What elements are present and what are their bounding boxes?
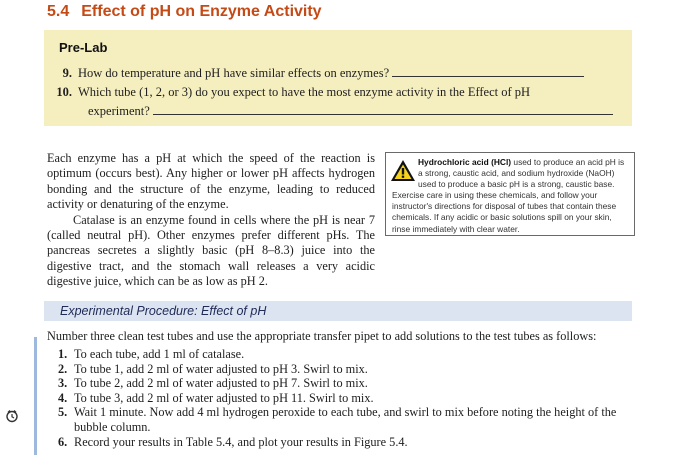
step-number: 2. xyxy=(58,361,68,376)
procedure-step xyxy=(48,435,638,450)
body-paragraph-1: Each enzyme has a pH at which the speed of the reaction is optimum (occurs best). Any higher or lower pH affects hydrogen bonding and the structure of the enzyme, leading to reduced activity or denaturing of the enzyme. xyxy=(47,151,375,212)
warning-triangle-icon xyxy=(390,159,416,182)
prelab-box xyxy=(44,30,632,126)
step-text: To tube 1, add 2 ml of water adjusted to pH 3. Swirl to mix. xyxy=(74,361,368,376)
safety-warning-text xyxy=(392,157,630,235)
question-number: 10. xyxy=(56,85,72,99)
question-number: 9. xyxy=(62,66,72,80)
procedure-intro: Number three clean test tubes and use the appropriate transfer pipet to add solutions to the test tubes as follows: xyxy=(47,329,597,343)
body-paragraph-2: Catalase is an enzyme found in cells where the pH is near 7 (called neutral pH). Other enzymes prefer different pHs. The pancreas secretes a slightly basic (pH 8–8.3) juice into the digestive tract, and the stomach wall releases a very acidic digestive juice, which can be as low as pH 2. xyxy=(47,212,375,289)
safety-warning-box xyxy=(385,152,635,236)
step-text: To tube 3, add 2 ml of water adjusted to pH 11. Swirl to mix. xyxy=(74,390,374,405)
question-text: How do temperature and pH have similar effects on enzymes? xyxy=(78,66,390,80)
step-number: 6. xyxy=(58,434,68,449)
prelab-question-10-continuation xyxy=(88,103,613,119)
procedure-step xyxy=(48,362,638,377)
procedure-step xyxy=(48,347,638,362)
prelab-heading: Pre-Lab xyxy=(59,40,108,55)
step-number: 4. xyxy=(58,390,68,405)
procedure-banner xyxy=(44,301,632,321)
intro-body-text xyxy=(47,151,375,290)
procedure-steps xyxy=(48,347,638,449)
answer-line[interactable] xyxy=(153,103,613,115)
procedure-step xyxy=(48,391,638,406)
prelab-question-9 xyxy=(44,65,584,81)
procedure-step xyxy=(48,405,638,434)
margin-highlight-bar xyxy=(34,337,37,455)
section-title xyxy=(47,3,322,21)
procedure-heading: Experimental Procedure: Effect of pH xyxy=(60,304,267,318)
safety-warning-bold: Hydrochloric acid (HCl) xyxy=(418,157,512,167)
section-title-text: Effect of pH on Enzyme Activity xyxy=(81,3,322,20)
step-text: To tube 2, add 2 ml of water adjusted to pH 7. Swirl to mix. xyxy=(74,376,368,391)
answer-line[interactable] xyxy=(392,65,584,77)
margin-note-icon[interactable] xyxy=(5,409,19,423)
procedure-step xyxy=(48,376,638,391)
step-text: Record your results in Table 5.4, and plot your results in Figure 5.4. xyxy=(74,434,408,449)
section-number: 5.4 xyxy=(47,3,70,20)
question-text-continuation: experiment? xyxy=(88,104,150,118)
question-text: Which tube (1, 2, or 3) do you expect to have the most enzyme activity in the Effect of pH xyxy=(78,85,531,99)
step-number: 5. xyxy=(58,405,68,420)
prelab-question-10 xyxy=(44,84,624,100)
safety-warning-body: used to produce an acid pH is a strong, caustic acid, and sodium hydroxide (NaOH) used to produce a basic pH is a strong, caustic base. Exercise care in using these chemicals, and follow your instructor's directions for disposal of tubes that contain these chemicals. If any acidic or basic solutions spill on your skin, rinse immediately with clear water. xyxy=(392,157,625,234)
step-text: To each tube, add 1 ml of catalase. xyxy=(74,347,245,361)
step-number: 1. xyxy=(58,347,68,361)
step-text: Wait 1 minute. Now add 4 ml hydrogen peroxide to each tube, and swirl to mix before noting the height of the bubble column. xyxy=(74,405,617,434)
step-number: 3. xyxy=(58,376,68,391)
